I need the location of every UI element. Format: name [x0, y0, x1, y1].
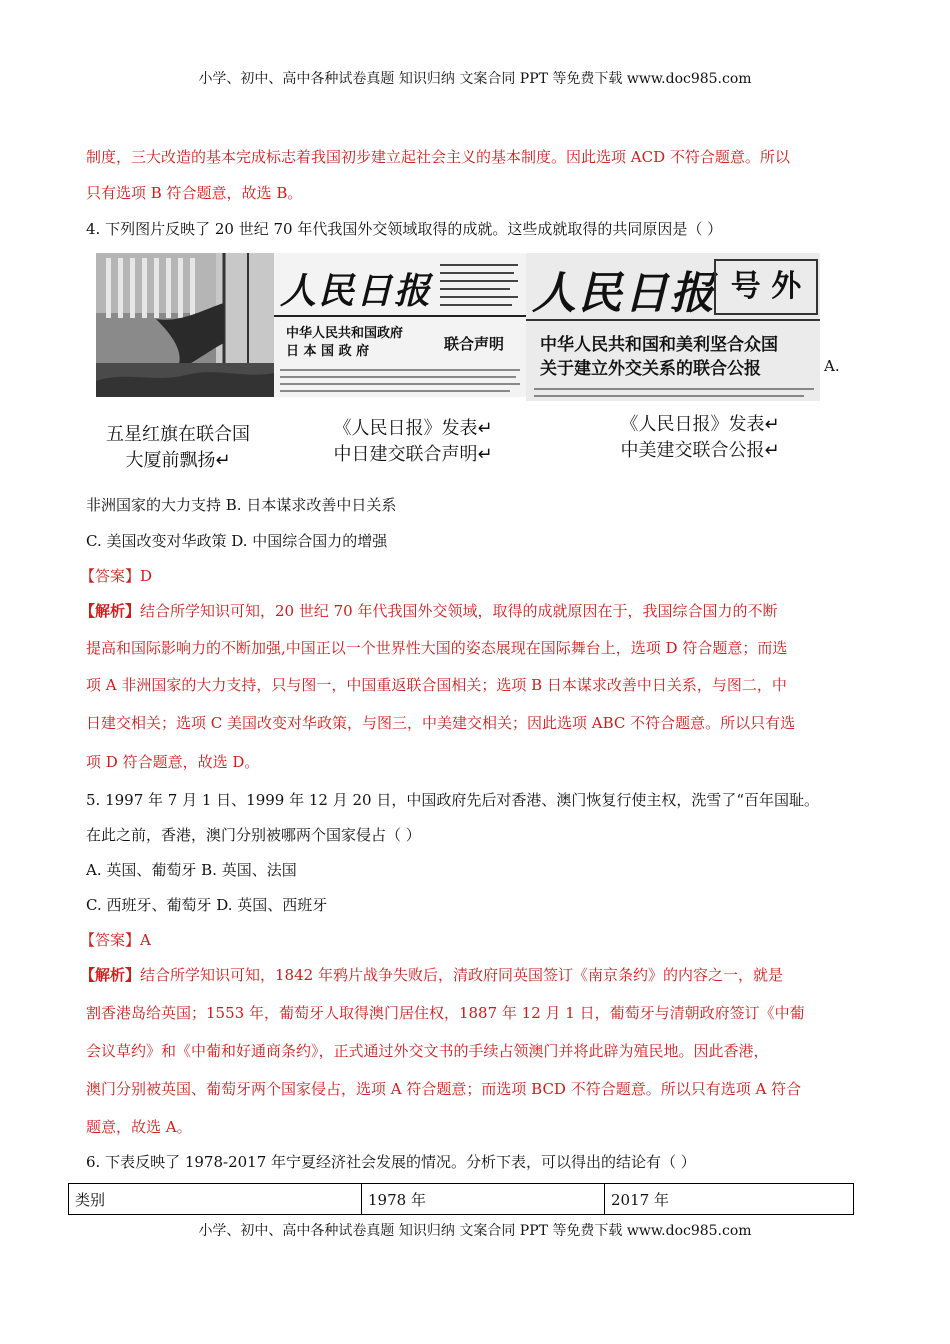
- q5-analysis-line-1: [80, 965, 783, 985]
- q5-options-row-1: A. 英国、葡萄牙 B. 英国、法国: [86, 861, 297, 879]
- table-row: [69, 1184, 854, 1215]
- q4-analysis-label: 【解析】: [80, 602, 141, 620]
- sino-us-headline-line-1: 中华人民共和国和美利坚合众国: [540, 335, 778, 355]
- q4-analysis-line-3: 项 A 非洲国家的大力支持，只与图一，中国重返联合国相关；选项 B 日本谋求改善中日关系，与图二，中: [86, 676, 787, 694]
- un-flag-photo: [96, 253, 274, 397]
- sino-us-headline: [540, 333, 778, 381]
- q5-answer: 【答案】A: [80, 931, 151, 949]
- caption-un-flag: [88, 422, 268, 474]
- joint-statement-title: 联合声明: [444, 335, 505, 353]
- page-footer: 小学、初中、高中各种试卷真题 知识归纳 文案合同 PPT 等免费下载 www.doc985.com: [198, 1223, 752, 1239]
- masthead-2: 人民日报: [280, 270, 433, 312]
- sino-us-headline-line-2: 关于建立外交关系的联合公报: [540, 359, 761, 379]
- q4-stem: 4. 下列图片反映了 20 世纪 70 年代我国外交领域取得的成就。这些成就取得的共同原因是（ ）: [86, 220, 723, 238]
- article-text-icon: [280, 365, 520, 395]
- caption-un-flag-line-1: 五星红旗在联合国: [106, 424, 250, 445]
- caption-sino-us-line-2: 中美建交联合公报↵: [620, 440, 780, 461]
- q5-analysis-text-1: 结合所学知识可知，1842 年鸦片战争失败后，清政府同英国签订《南京条约》的内容之一，就是: [140, 966, 783, 984]
- table-header-1978: 1978 年: [362, 1184, 605, 1215]
- extra-text-icon: [534, 385, 814, 399]
- table-header-category: 类别: [69, 1184, 362, 1215]
- q5-analysis-line-3: 会议草约》和《中葡和好通商条约》，正式通过外交文书的手续占领澳门并将此辟为殖民地。因此香港，: [86, 1042, 769, 1060]
- extra-edition-label: 号 外: [714, 259, 818, 315]
- q5-options-row-2: C. 西班牙、葡萄牙 D. 英国、西班牙: [86, 896, 328, 914]
- q6-stem: 6. 下表反映了 1978-2017 年宁夏经济社会发展的情况。分析下表，可以得出的结论有（ ）: [86, 1153, 696, 1171]
- caption-sino-us-line-1: 《人民日报》发表↵: [620, 414, 780, 435]
- q6-table: [68, 1183, 854, 1215]
- q4-analysis-text-1: 结合所学知识可知，20 世纪 70 年代我国外交领域，取得的成就原因在于，我国综合国力的不断: [140, 602, 778, 620]
- q3-analysis-line-1: 制度，三大改造的基本完成标志着我国初步建立起社会主义的基本制度。因此选项 ACD 不符合题意。所以: [86, 148, 790, 166]
- q5-analysis-label: 【解析】: [80, 966, 141, 984]
- q5-analysis-line-5: 题意，故选 A。: [86, 1118, 192, 1136]
- sino-japan-headline-line-1: 中华人民共和国政府: [286, 326, 404, 341]
- q4-analysis-line-1: [80, 601, 778, 621]
- q4-analysis-line-5: 项 D 符合题意，故选 D。: [86, 753, 260, 771]
- peoples-daily-sino-japan: [274, 253, 526, 397]
- q4-options-row-2: C. 美国改变对华政策 D. 中国综合国力的增强: [86, 532, 388, 550]
- q5-stem-line-2: 在此之前，香港，澳门分别被哪两个国家侵占（ ）: [86, 826, 421, 844]
- sino-japan-headline: [286, 325, 403, 361]
- q3-analysis-line-2: 只有选项 B 符合题意，故选 B。: [86, 184, 303, 202]
- q4-analysis-line-4: 日建交相关；选项 C 美国改变对华政策，与图三，中美建交相关；因此选项 ABC 不符合题意。所以只有选: [86, 714, 796, 732]
- caption-un-flag-line-2: 大厦前飘扬↵: [125, 450, 231, 471]
- un-flag-photo-graphic: [96, 253, 274, 397]
- caption-sino-japan: [318, 416, 508, 468]
- caption-sino-us: [600, 412, 800, 464]
- caption-sino-japan-line-2: 中日建交联合声明↵: [333, 444, 493, 465]
- peoples-daily-sino-us: [526, 253, 820, 401]
- caption-sino-japan-line-1: 《人民日报》发表↵: [333, 418, 493, 439]
- q4-analysis-line-2: 提高和国际影响力的不断加强,中国正以一个世界性大国的姿态展现在国际舞台上，选项 D 符合题意；而选: [86, 639, 788, 657]
- q4-answer: 【答案】D: [80, 567, 153, 585]
- option-a-marker: A.: [824, 357, 840, 375]
- table-header-2017: 2017 年: [605, 1184, 854, 1215]
- q4-options-row-1: 非洲国家的大力支持 B. 日本谋求改善中日关系: [86, 496, 397, 514]
- sino-japan-headline-line-2: 日 本 国 政 府: [286, 344, 370, 359]
- page-header: 小学、初中、高中各种试卷真题 知识归纳 文案合同 PPT 等免费下载 www.doc985.com: [198, 71, 752, 87]
- q5-analysis-line-2: 割香港岛给英国；1553 年，葡萄牙人取得澳门居住权，1887 年 12 月 1 日，葡萄牙与清朝政府签订《中葡: [86, 1004, 805, 1022]
- masthead-3: 人民日报: [532, 268, 716, 319]
- q5-stem-line-1: 5. 1997 年 7 月 1 日、1999 年 12 月 20 日，中国政府先后对香港、澳门恢复行使主权，洗雪了“百年国耻。: [86, 791, 820, 809]
- newsprint-block-icon: [440, 259, 520, 311]
- q5-analysis-line-4: 澳门分别被英国、葡萄牙两个国家侵占，选项 A 符合题意；而选项 BCD 不符合题意。所以只有选项 A 符合: [86, 1080, 802, 1098]
